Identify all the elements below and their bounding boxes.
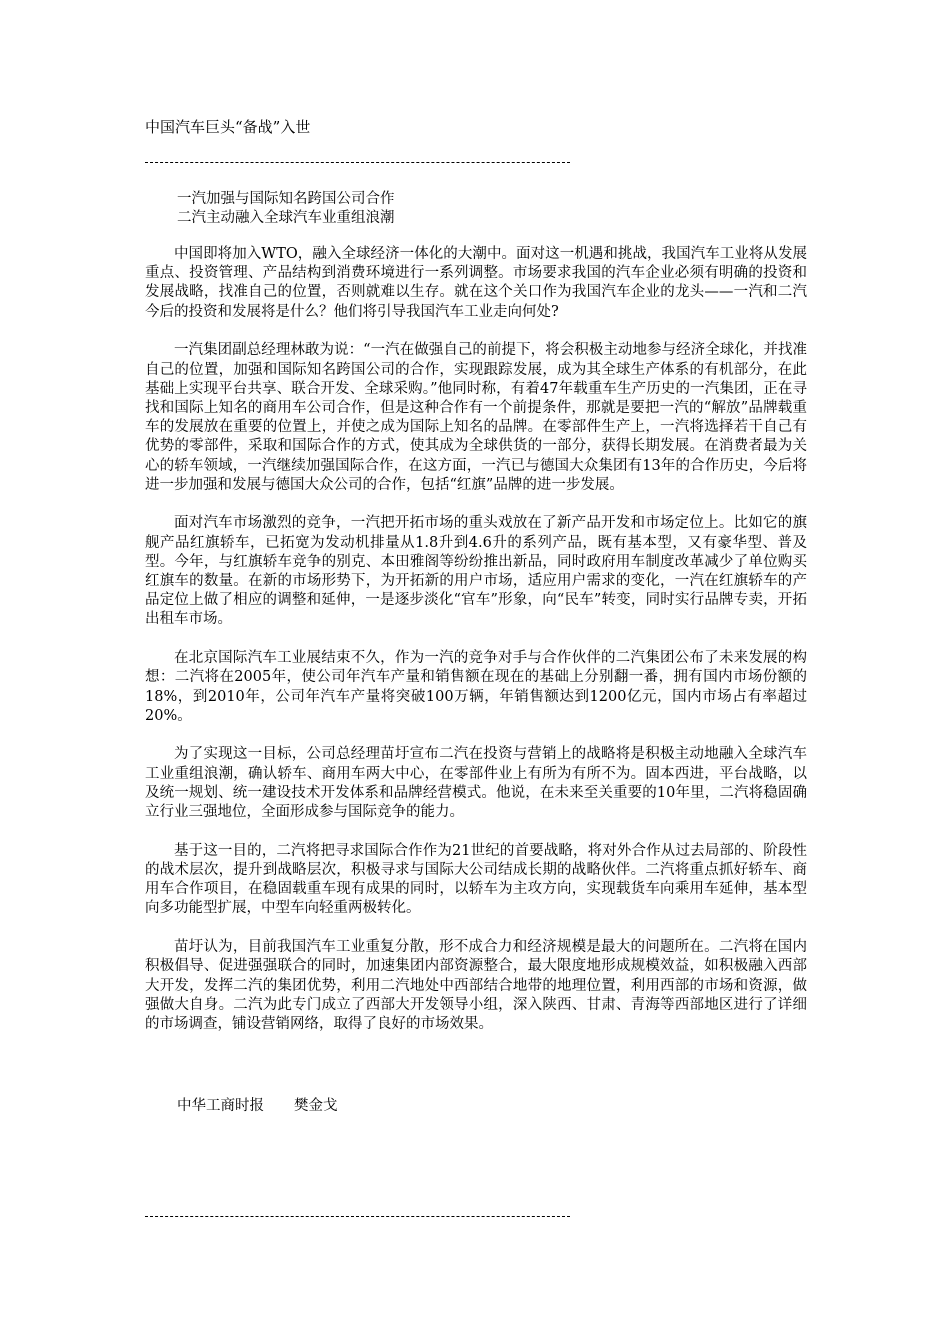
paragraph-1: 中国即将加入WTO，融入全球经济一体化的大潮中。面对这一机遇和挑战，我国汽车工业将从发展重点、投资管理、产品结构到消费环境进行一系列调整。市场要求我国的汽车企业必须有明确的投资和发展战略，找准自己的位置，否则就难以生存。就在这个关口作为我国汽车企业的龙头——一汽和二汽今后的投资和发展将是什么？他们将引导我国汽车工业走向何处? [145, 246, 807, 320]
subtitle-1: 一汽加强与国际知名跨国公司合作 [177, 191, 395, 207]
paragraph-7: 苗圩认为，目前我国汽车工业重复分散，形不成合力和经济规模是最大的问题所在。二汽将在国内积极倡导、促进强强联合的同时，加速集团内部资源整合，最大限度地形成规模效益，如积极融入西部大开发，发挥二汽的集团优势，利用二汽地处中西部结合地带的地理位置，利用西部的市场和资源，做强做大自身。二汽为此专门成立了西部大开发领导小组，深入陕西、甘肃、青海等西部地区进行了详细的市场调查，铺设营销网络，取得了良好的市场效果。 [145, 939, 807, 1032]
article-title: 中国汽车巨头“备战”入世 [145, 118, 311, 136]
subtitles [177, 190, 395, 228]
paragraph-4: 在北京国际汽车工业展结束不久，作为一汽的竞争对手与合作伙伴的二汽集团公布了未来发展的构想：二汽将在2005年，使公司年汽车产量和销售额在现在的基础上分别翻一番，拥有国内市场份额的18%，到2010年，公司年汽车产量将突破100万辆，年销售额达到1200亿元，国内市场占有率超过20%。 [145, 650, 807, 724]
source-name: 中华工商时报 [177, 1098, 264, 1114]
author-name: 樊金戈 [294, 1098, 338, 1114]
separator-top [145, 162, 570, 163]
signature [177, 1097, 338, 1116]
paragraph-5: 为了实现这一目标，公司总经理苗圩宣布二汽在投资与营销上的战略将是积极主动地融入全球汽车工业重组浪潮，确认轿车、商用车两大中心，在零部件业上有所为有所不为。固本西进，平台战略，以及统一规划、统一建设技术开发体系和品牌经营模式。他说，在未来至关重要的10年里，二汽将稳固确立行业三强地位，全面形成参与国际竞争的能力。 [145, 746, 807, 821]
paragraph-3: 面对汽车市场激烈的竞争，一汽把开拓市场的重头戏放在了新产品开发和市场定位上。比如它的旗舰产品红旗轿车，已拓宽为发动机排量从1.8升到4.6升的系列产品，既有基本型，又有豪华型、普及型。今年，与红旗轿车竞争的别克、本田雅阁等纷纷推出新品，同时政府用车制度改革减少了单位购买红旗车的数量。在新的市场形势下，为开拓新的用户市场，适应用户需求的变化，一汽在红旗轿车的产品定位上做了相应的调整和延伸，一是逐步淡化“官车”形象，向“民车”转变，同时实行品牌专卖，开拓出租车市场。 [145, 515, 807, 628]
subtitle-2: 二汽主动融入全球汽车业重组浪潮 [177, 210, 395, 226]
separator-bottom [145, 1216, 570, 1217]
article-body [145, 245, 807, 1054]
paragraph-6: 基于这一目的，二汽将把寻求国际合作作为21世纪的首要战略，将对外合作从过去局部的、阶段性的战术层次，提升到战略层次，积极寻求与国际大公司结成长期的战略伙伴。二汽将重点抓好轿车、商用车合作项目，在稳固载重车现有成果的同时，以轿车为主攻方向，实现载货车向乘用车延伸，基本型向多功能型扩展，中型车向轻重两极转化。 [145, 842, 807, 917]
paragraph-2: 一汽集团副总经理林敢为说：“一汽在做强自己的前提下，将会积极主动地参与经济全球化，并找准自己的位置，加强和国际知名跨国公司的合作，实现跟踪发展，成为其全球生产体系的有机部分，在此基础上实现平台共享、联合开发、全球采购。”他同时称，有着47年载重车生产历史的一汽集团，正在寻找和国际上知名的商用车公司合作，但是这种合作有一个前提条件，那就是要把一汽的“解放”品牌载重车的发展放在重要的位置上，并使之成为国际上知名的品牌。在零部件生产上，一汽将选择若干自己有优势的零部件，采取和国际合作的方式，使其成为全球供货的一部分，获得长期发展。在消费者最为关心的轿车领域，一汽继续加强国际合作，在这方面，一汽已与德国大众集团有13年的合作历史，今后将进一步加强和发展与德国大众公司的合作，包括“红旗”品牌的进一步发展。 [145, 342, 807, 493]
